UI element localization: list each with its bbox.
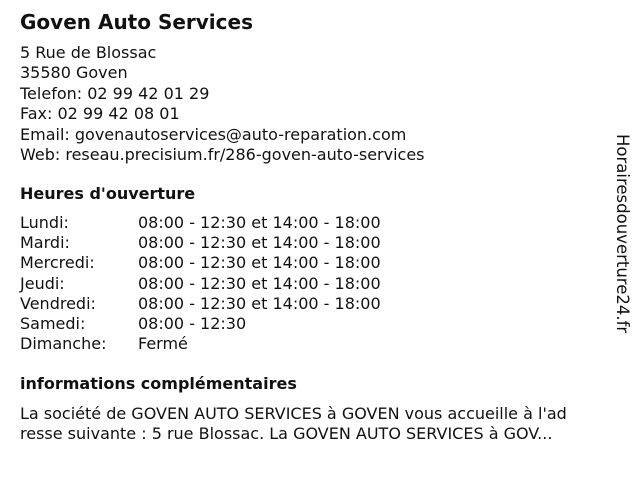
hours-day: Vendredi: — [20, 293, 96, 313]
hours-time: 08:00 - 12:30 et 14:00 - 18:00 — [138, 233, 381, 253]
hours-row — [20, 233, 440, 253]
contact-block — [20, 43, 425, 165]
hours-day: Samedi: — [20, 313, 86, 333]
hours-day: Jeudi: — [20, 273, 65, 293]
hours-time: 08:00 - 12:30 et 14:00 - 18:00 — [138, 293, 381, 313]
hours-day: Mercredi: — [20, 253, 95, 273]
opening-hours-table — [20, 213, 440, 354]
watermark-text: Horairesdouverture24.fr — [613, 134, 632, 334]
address-line-city: 35580 Goven — [20, 63, 128, 83]
additional-info-line: La société de GOVEN AUTO SERVICES à GOVEN vous accueille à l'ad — [20, 404, 567, 423]
website-address: Web: reseau.precisium.fr/286-goven-auto-services — [20, 144, 425, 164]
hours-day: Dimanche: — [20, 334, 107, 354]
hours-row — [20, 314, 440, 334]
hours-row — [20, 334, 440, 354]
hours-row — [20, 213, 440, 233]
address-line-street: 5 Rue de Blossac — [20, 43, 157, 62]
fax-number: Fax: 02 99 42 08 01 — [20, 104, 180, 124]
additional-info-text — [20, 404, 620, 444]
hours-row — [20, 274, 440, 294]
hours-time: 08:00 - 12:30 — [138, 313, 247, 333]
business-name: Goven Auto Services — [20, 10, 253, 34]
additional-info-heading: informations complémentaires — [20, 374, 297, 393]
hours-row — [20, 294, 440, 314]
site-watermark — [612, 134, 632, 344]
hours-time: 08:00 - 12:30 et 14:00 - 18:00 — [138, 273, 381, 293]
phone-number: Telefon: 02 99 42 01 29 — [20, 83, 210, 103]
email-address: Email: govenautoservices@auto-reparation.com — [20, 124, 407, 144]
hours-row — [20, 253, 440, 273]
hours-time: 08:00 - 12:30 et 14:00 - 18:00 — [138, 253, 381, 273]
hours-day: Lundi: — [20, 213, 69, 232]
hours-day: Mardi: — [20, 233, 70, 253]
opening-hours-heading: Heures d'ouverture — [20, 184, 196, 203]
hours-time: 08:00 - 12:30 et 14:00 - 18:00 — [138, 213, 381, 232]
hours-time: Fermé — [138, 334, 188, 354]
additional-info-line: resse suivante : 5 rue Blossac. La GOVEN AUTO SERVICES à GOV... — [20, 424, 553, 443]
